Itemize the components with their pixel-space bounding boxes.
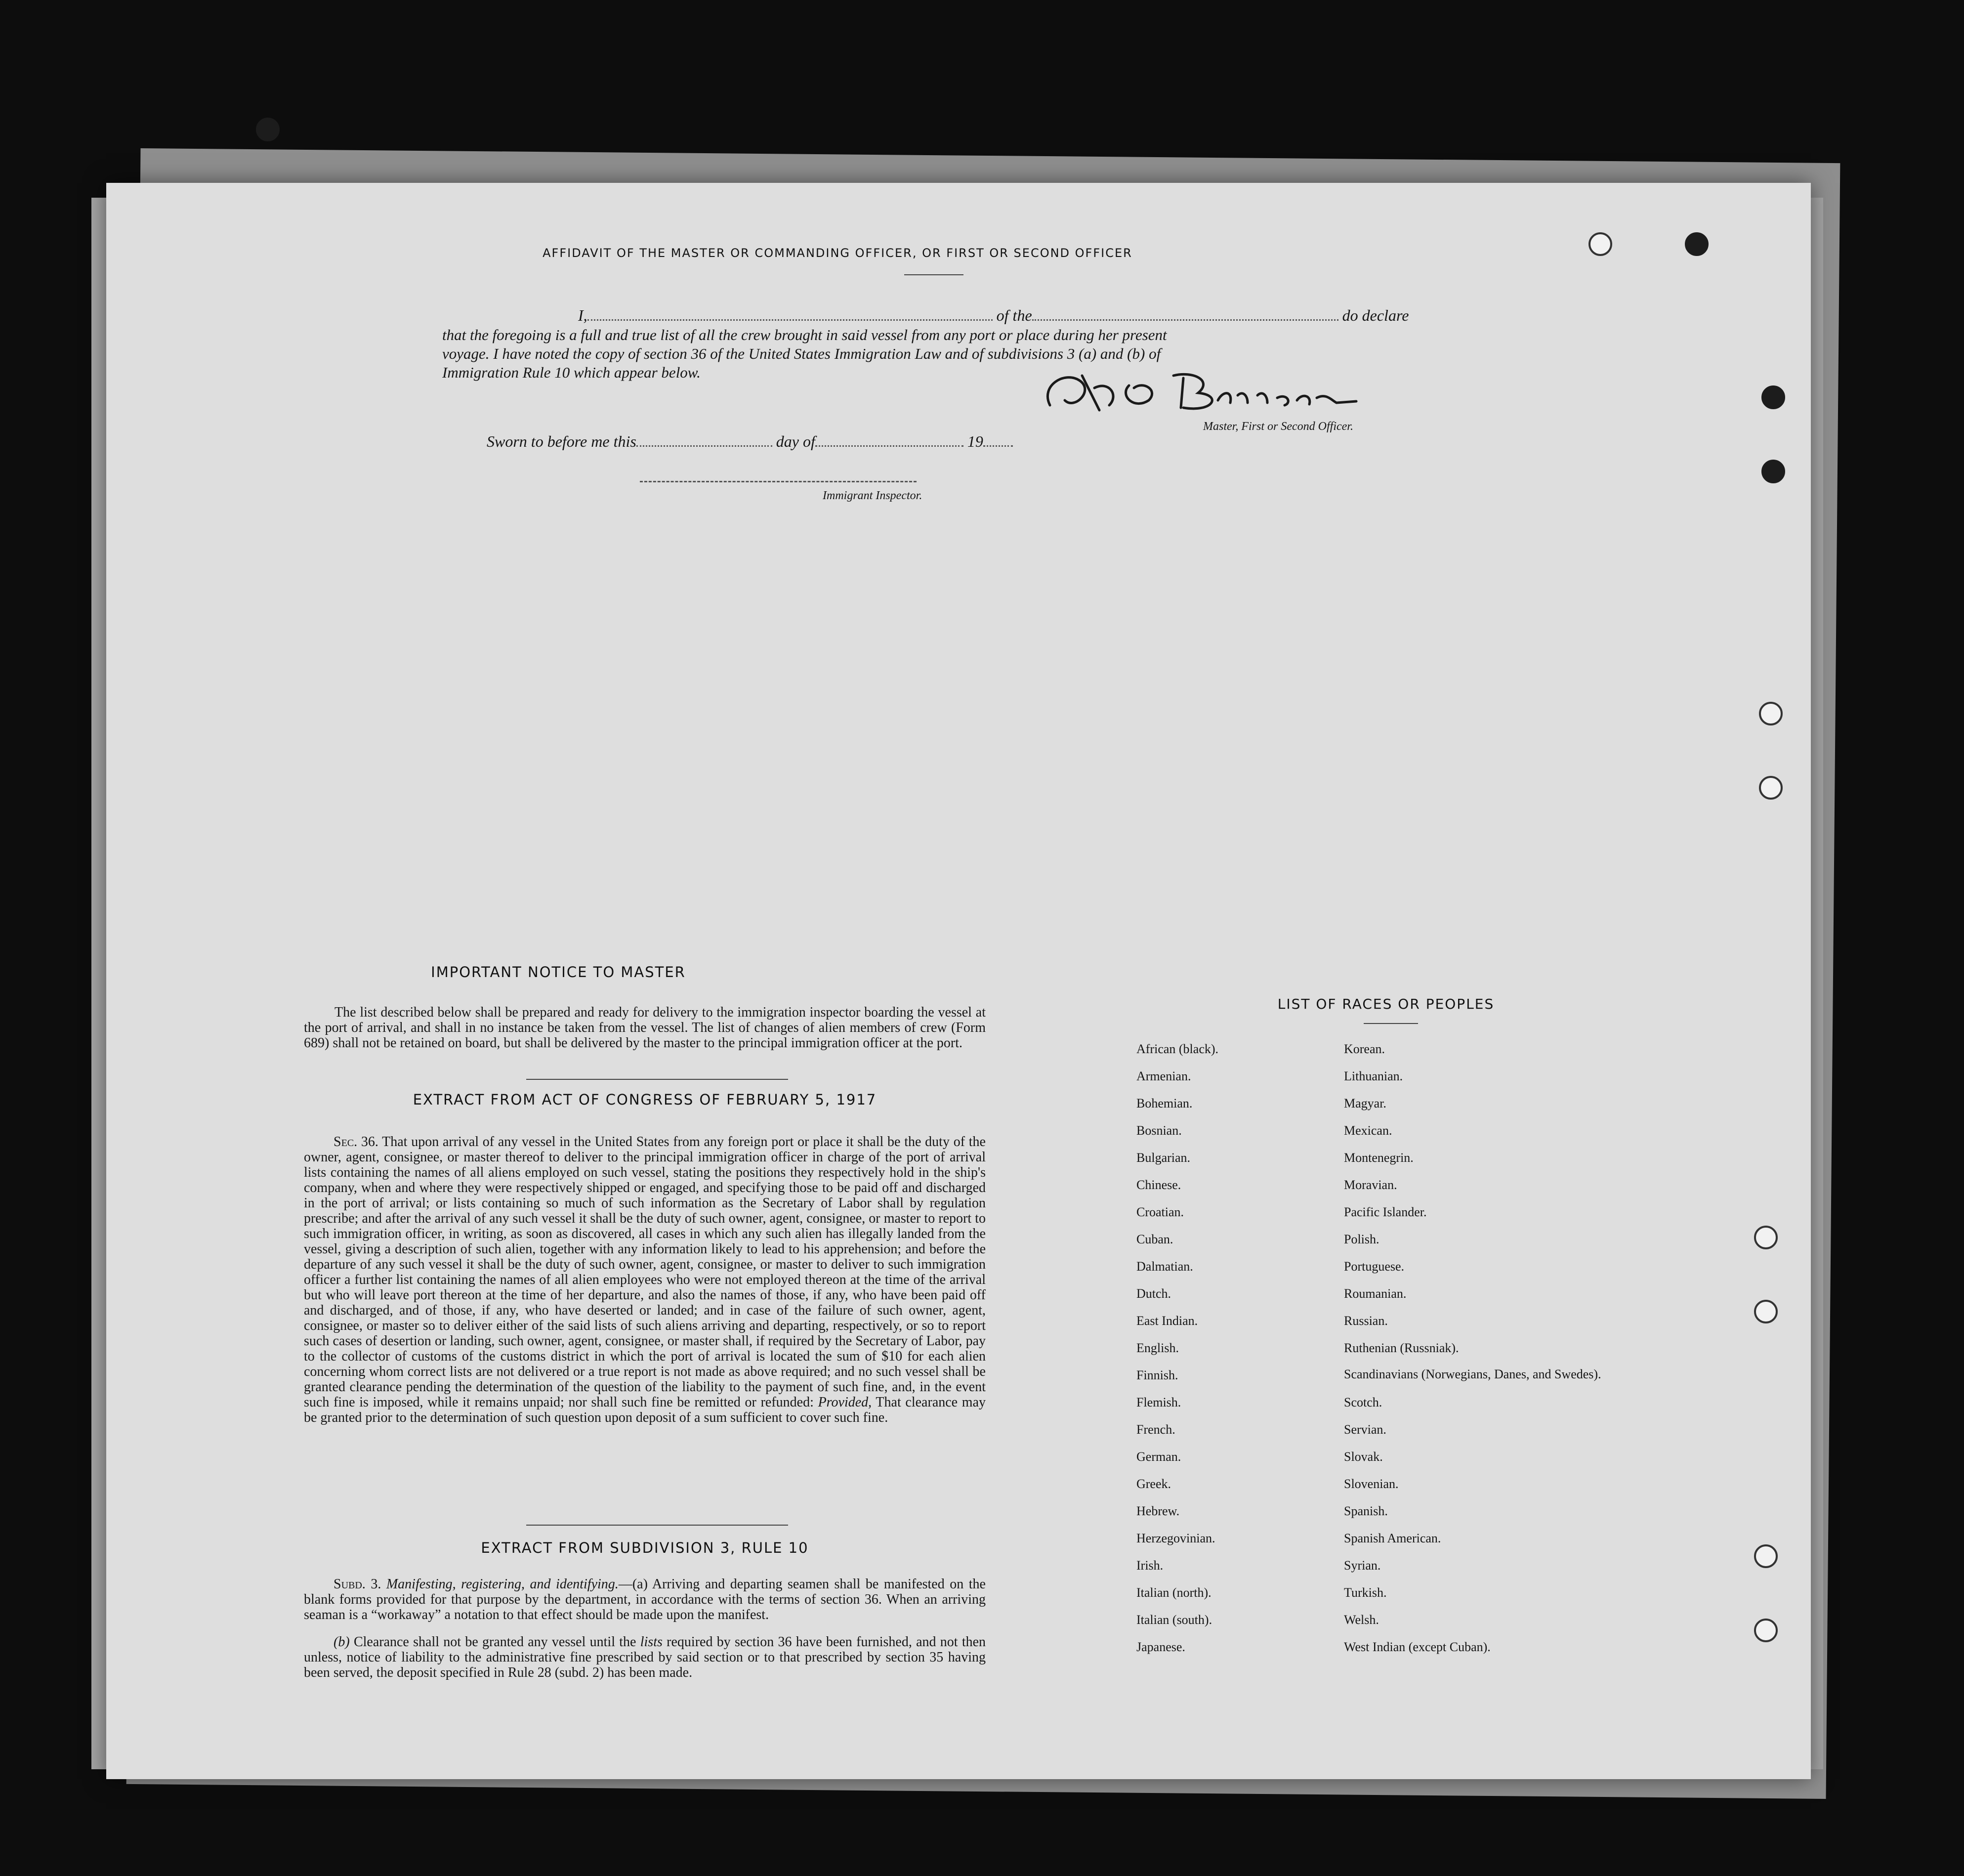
race-item: Dutch.: [1136, 1286, 1171, 1301]
name-blank: [587, 306, 993, 321]
race-item: Italian (south).: [1136, 1613, 1212, 1627]
race-item: Slovak.: [1344, 1450, 1383, 1464]
para-b-lists: lists: [640, 1634, 663, 1650]
sec-label: Sec. 36.: [334, 1134, 378, 1150]
divider: [526, 1079, 788, 1080]
punch-hole: [1588, 232, 1612, 256]
punch-hole: [1759, 702, 1783, 725]
divider: [904, 274, 963, 275]
races-title: LIST OF RACES OR PEOPLES: [1277, 996, 1495, 1012]
race-item: Scotch.: [1344, 1395, 1382, 1409]
race-item: French.: [1136, 1422, 1175, 1437]
para-b-post: required by section 36 have been furnished, and not then unless, notice of liability to the administrative fine prescribed by said section or to that prescribed by section 35 having been served, the deposit specified in Rule 28 (subd. 2) has been made.: [304, 1634, 986, 1680]
declaration-line-1: [489, 306, 1409, 325]
race-item: Finnish.: [1136, 1368, 1178, 1382]
signature: [1035, 366, 1371, 420]
race-item: Magyar.: [1344, 1096, 1386, 1110]
race-item: Polish.: [1344, 1232, 1379, 1246]
race-item: English.: [1136, 1341, 1179, 1355]
para-b-pre: Clearance shall not be granted any vessel until the: [353, 1634, 636, 1650]
punch-hole: [1761, 385, 1785, 409]
race-item: Dalmatian.: [1136, 1259, 1193, 1274]
race-item: African (black).: [1136, 1042, 1219, 1056]
i-label: I,: [578, 306, 587, 324]
subd-a-body: —(a) Arriving and departing seamen shall be manifested on the blank forms provided for that purpose by the department, in accordance with the terms of section 36. When an arriving seaman is a “workaway” a notation to that effect should be made upon the manifest.: [304, 1577, 986, 1622]
divider: [1364, 1023, 1418, 1024]
race-item: Mexican.: [1344, 1123, 1392, 1138]
punch-hole: [1685, 232, 1709, 256]
affidavit-title: AFFIDAVIT OF THE MASTER OR COMMANDING OFFICER, OR FIRST OR SECOND OFFICER: [543, 246, 1132, 260]
race-item: Roumanian.: [1344, 1286, 1407, 1301]
race-item: Turkish.: [1344, 1585, 1387, 1600]
inspector-caption: Immigrant Inspector.: [823, 489, 922, 502]
para-b-label: (b): [334, 1634, 350, 1650]
race-item: Greek.: [1136, 1477, 1171, 1491]
punch-hole: [1761, 460, 1785, 483]
race-item: Pacific Islander.: [1344, 1205, 1427, 1219]
extract-rule-title: EXTRACT FROM SUBDIVISION 3, RULE 10: [481, 1539, 809, 1556]
notice-title: IMPORTANT NOTICE TO MASTER: [431, 964, 686, 981]
race-item: Portuguese.: [1344, 1259, 1405, 1274]
sec-36-body: That upon arrival of any vessel in the United States from any foreign port or place it shall be the duty of the owner, agent, consignee, or master thereof to deliver to the principal immigration officer in charge of the port of arrival lists containing the names of all aliens employed on such vessel, stating the positions they respectively hold in the ship's company, when and where they were respectively shipped or engaged, and specifying those to be paid off and discharged in the port of arrival; or lists containing so much of such information as the Secretary of Labor shall by regulation prescribe; and after the arrival of any such vessel it shall be the duty of such owner, agent, consignee, or master to report to such immigration officer, in writing, as soon as discovered, all cases in which any such alien has illegally landed from the vessel, giving a description of such alien, together with any information likely to lead to his apprehension; and before the departure of any such vessel it shall be the duty of such owner, agent, consignee, or master to deliver to such immigration officer a further list containing the names of all alien employees who were not employed thereon at the time of the arrival but who will leave port thereon at the time of her departure, and also the names of those, if any, who have been paid off and discharged, and of those, if any, who have deserted or landed; and in case of the failure of such owner, agent, consignee, or master so to deliver either of the said lists of such aliens arriving and departing, respectively, or so to report such cases of desertion or landing, such owner, agent, consignee, or master shall, if required by the Secretary of Labor, pay to the collector of customs of the customs district in which the port of arrival is located the sum of $10 for each alien concerning whom correct lists are not delivered or a true report is not made as above required; and no such vessel shall be granted clearance pending the determination of the question of the liability to the payment of such fine, and, in the event such fine is imposed, while it remains unpaid; nor shall such fine be remitted or refunded:: [304, 1134, 986, 1410]
race-item: Bohemian.: [1136, 1096, 1193, 1110]
race-item: Irish.: [1136, 1558, 1164, 1573]
manifest-page: [106, 183, 1811, 1779]
day-of-label: day of: [776, 432, 815, 450]
race-item: Russian.: [1344, 1314, 1388, 1328]
race-item: Italian (north).: [1136, 1585, 1212, 1600]
punch-hole: [1754, 1619, 1778, 1642]
race-item: Slovenian.: [1344, 1477, 1399, 1491]
subd-heading: Manifesting, registering, and identifying.: [386, 1577, 619, 1592]
race-item: Ruthenian (Russniak).: [1344, 1341, 1459, 1355]
race-item: Japanese.: [1136, 1640, 1185, 1654]
race-item: Syrian.: [1344, 1558, 1381, 1573]
scanner-spot: [256, 118, 280, 141]
declaration-line-4: Immigration Rule 10 which appear below.: [442, 364, 701, 381]
race-item: Servian.: [1344, 1422, 1386, 1437]
subdivision-a-text: [304, 1577, 986, 1622]
race-item: German.: [1136, 1450, 1181, 1464]
do-declare-label: do declare: [1342, 306, 1409, 324]
punch-hole: [1754, 1544, 1778, 1568]
race-item: East Indian.: [1136, 1314, 1198, 1328]
race-item: Korean.: [1344, 1042, 1385, 1056]
day-blank: [636, 432, 772, 447]
month-blank: [815, 432, 963, 447]
sworn-line: [487, 432, 1013, 451]
races-right-column: [1344, 1042, 1621, 1667]
of-the-label: of the: [996, 306, 1032, 324]
race-item: West Indian (except Cuban).: [1344, 1640, 1491, 1654]
signature-caption: Master, First or Second Officer.: [1203, 420, 1353, 433]
race-item: Spanish.: [1344, 1504, 1388, 1518]
subd-label: Subd. 3.: [334, 1577, 381, 1592]
race-item: Hebrew.: [1136, 1504, 1180, 1518]
section-36-text: [304, 1134, 986, 1425]
race-item: Cuban.: [1136, 1232, 1173, 1246]
race-item: Montenegrin.: [1344, 1151, 1414, 1165]
notice-text: The list described below shall be prepared and ready for delivery to the immigration inspector boarding the vessel at the port of arrival, and shall in no instance be taken from the vessel. The list of changes of alien members of crew (Form 689) shall not be retained on board, but shall be delivered by the master to the principal immigration officer at the port.: [304, 1005, 986, 1051]
sec-36-end: That clearance may be granted prior to the determination of such question upon deposit of a sum sufficient to cover such fine.: [304, 1395, 986, 1425]
race-item: Chinese.: [1136, 1178, 1181, 1192]
punch-hole: [1754, 1300, 1778, 1323]
race-item: Spanish American.: [1344, 1531, 1441, 1545]
provided-label: Provided,: [818, 1395, 872, 1410]
subdivision-b-text: [304, 1634, 986, 1680]
race-item: Bulgarian.: [1136, 1151, 1191, 1165]
punch-hole: [1759, 776, 1783, 800]
divider: [526, 1525, 788, 1526]
race-item: Bosnian.: [1136, 1123, 1182, 1138]
declaration-line-3: voyage. I have noted the copy of section 36 of the United States Immigration Law and of subdivisions 3 (a) and (b) of: [442, 345, 1161, 362]
year-prefix: 19: [967, 432, 983, 450]
race-item: Armenian.: [1136, 1069, 1191, 1083]
race-item: Herzegovinian.: [1136, 1531, 1215, 1545]
race-item: Moravian.: [1344, 1178, 1397, 1192]
race-item: Croatian.: [1136, 1205, 1184, 1219]
extract-act-title: EXTRACT FROM ACT OF CONGRESS OF FEBRUARY 5, 1917: [413, 1091, 877, 1108]
inspector-signature-line: [640, 481, 917, 482]
year-blank: [983, 432, 1013, 447]
sworn-label: Sworn to before me this: [487, 432, 636, 450]
race-item: Flemish.: [1136, 1395, 1181, 1409]
race-item: Welsh.: [1344, 1613, 1379, 1627]
vessel-blank: [1032, 306, 1338, 321]
punch-hole: [1754, 1226, 1778, 1249]
race-item: Lithuanian.: [1344, 1069, 1403, 1083]
declaration-line-2: that the foregoing is a full and true list of all the crew brought in said vessel from any port or place during her present: [442, 326, 1167, 343]
race-item: Scandinavians (Norwegians, Danes, and Swedes).: [1344, 1367, 1601, 1381]
